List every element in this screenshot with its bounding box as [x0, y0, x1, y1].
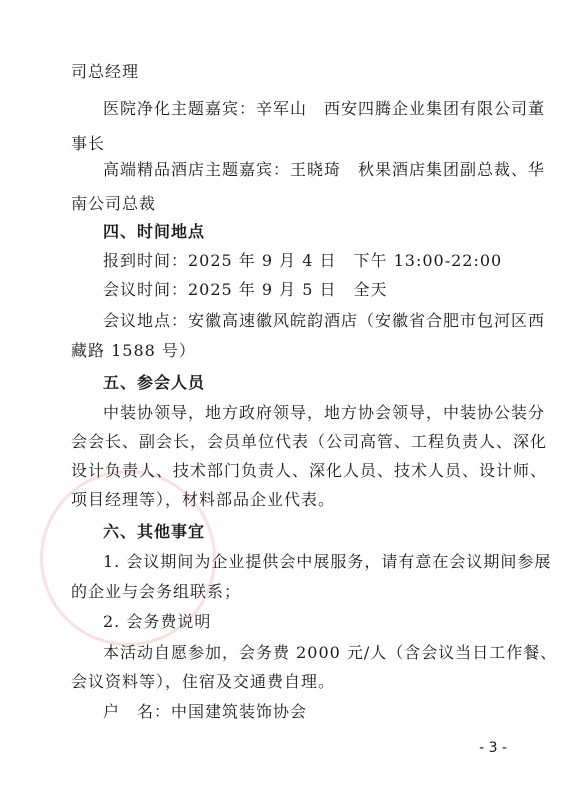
text-line: 中装协领导，地方政府领导，地方协会领导，中装协公装分	[103, 403, 546, 422]
text-line: 会议地点：安徽高速徽风皖韵酒店（安徽省合肥市包河区西	[103, 311, 546, 330]
text-line: 事长	[71, 134, 106, 153]
text-line: 项目经理等），材料部品企业代表。	[71, 490, 336, 509]
text-line: 会议资料等），住宿及交通费自理。	[71, 672, 336, 691]
text-line: 户 名：中国建筑装饰协会	[103, 702, 308, 721]
text-line: 医院净化主题嘉宾：辛军山 西安四腾企业集团有限公司董	[103, 99, 546, 118]
text-line: 司总经理	[71, 62, 140, 81]
section-heading: 五、参会人员	[103, 373, 206, 392]
text-line: 藏路 1588 号）	[71, 341, 196, 360]
text-line: 高端精品酒店主题嘉宾：王晓琦 秋果酒店集团副总裁、华	[103, 160, 546, 179]
page-number: - 3 -	[479, 740, 507, 756]
text-line: 设计负责人、技术部门负责人、深化人员、技术人员、设计师、	[71, 461, 548, 480]
text-line: 2. 会务费说明	[103, 612, 212, 631]
text-line: 会议时间：2025 年 9 月 5 日 全天	[103, 280, 388, 299]
text-line: 南公司总裁	[71, 194, 157, 213]
text-line: 本活动自愿参加，会务费 2000 元/人（含会议当日工作餐、	[103, 643, 558, 662]
section-heading: 四、时间地点	[103, 222, 206, 241]
text-line: 报到时间：2025 年 9 月 4 日 下午 13:00-22:00	[103, 251, 503, 270]
section-heading: 六、其他事宜	[103, 522, 206, 541]
text-line: 的企业与会务组联系；	[71, 582, 242, 601]
text-line: 会会长、副会长，会员单位代表（公司高管、工程负责人、深化	[71, 432, 548, 451]
text-line: 1. 会议期间为企业提供会中展服务，请有意在会议期间参展	[103, 552, 552, 571]
